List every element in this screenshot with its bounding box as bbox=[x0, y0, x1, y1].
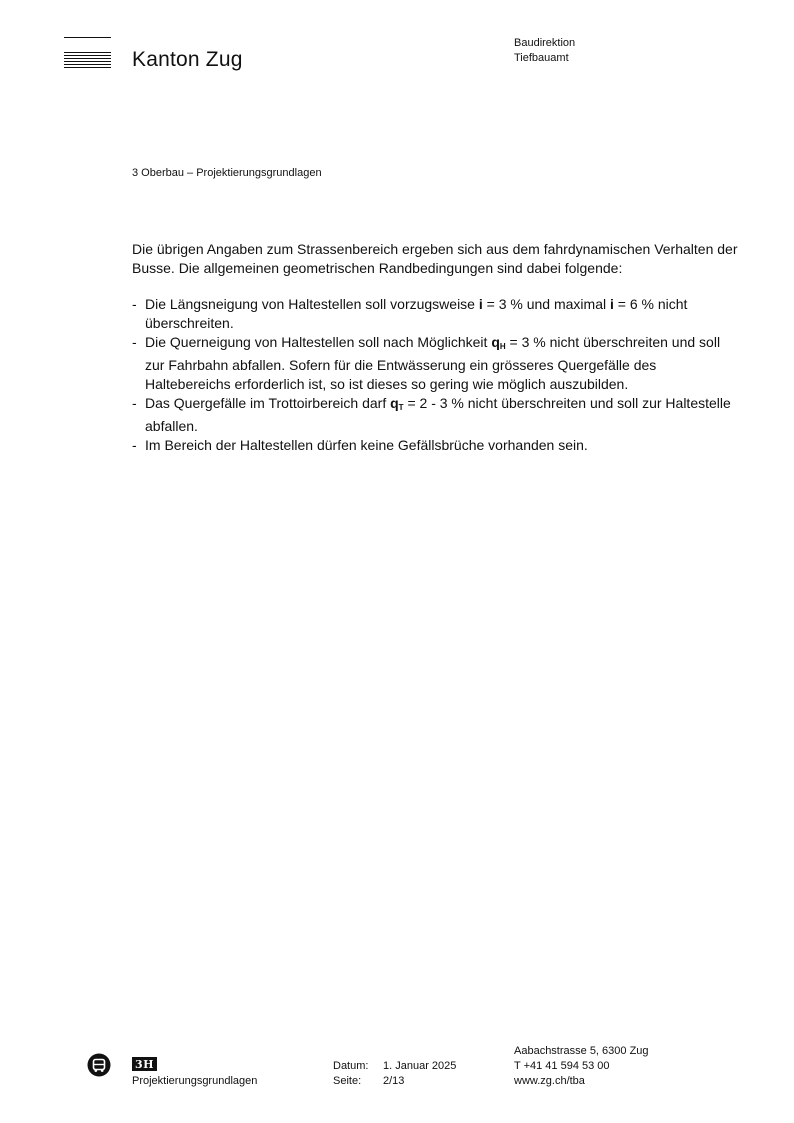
variable-i: i bbox=[610, 296, 614, 312]
variable-i: i bbox=[478, 296, 483, 312]
list-item: - Im Bereich der Haltestellen dürfen keine Gefällsbrüche vorhanden sein. bbox=[132, 437, 588, 453]
date-row bbox=[333, 1059, 456, 1074]
section-heading: 3 Oberbau – Projektierungsgrundlagen bbox=[132, 167, 322, 179]
body-content bbox=[132, 240, 742, 455]
page-number: 2/13 bbox=[383, 1075, 405, 1087]
date-label: Datum: bbox=[333, 1060, 369, 1072]
department-block bbox=[514, 36, 575, 66]
list-item: - Die Längsneigung von Haltestellen soll vorzugsweise i = 3 % und maximal i = 6 % nicht überschreiten. bbox=[132, 296, 688, 331]
bullet-list bbox=[132, 295, 742, 455]
footer-meta bbox=[333, 1059, 456, 1089]
department-name: Baudirektion bbox=[514, 37, 576, 49]
document-badge: 3H bbox=[132, 1057, 157, 1071]
phone-number: T +41 41 594 53 00 bbox=[514, 1060, 610, 1072]
logo-lines-icon bbox=[64, 37, 111, 71]
list-item: - Die Querneigung von Haltestellen soll nach Möglichkeit $q_H = 3$ % nicht überschreiten und soll zur Fahrbahn abfallen. Sofern für die Entwässerung ein grösseres Quergefälle des Haltebereichs erforderlich ist, so ist dieses so gering wie möglich auszubilden. bbox=[132, 334, 721, 392]
list-item: - Das Quergefälle im Trottoirbereich darf $q_T = 2 - 3$ % nicht überschreiten und soll zur Haltestelle abfallen. bbox=[132, 395, 731, 434]
kanton-zug-logo bbox=[64, 37, 264, 77]
variable-q: q bbox=[491, 334, 500, 350]
website-link[interactable]: www.zg.ch/tba bbox=[514, 1075, 585, 1087]
office-name: Tiefbauamt bbox=[514, 52, 569, 64]
subscript-t: T bbox=[398, 403, 404, 412]
date-value: 1. Januar 2025 bbox=[383, 1060, 457, 1072]
bus-icon bbox=[87, 1053, 111, 1077]
page-label: Seite: bbox=[333, 1075, 362, 1087]
intro-paragraph: Die übrigen Angaben zum Strassenbereich ergeben sich aus dem fahrdynamischen Verhalten der Busse. Die allgemeinen geometrischen Randbedingungen sind dabei folgende: bbox=[132, 241, 738, 276]
street-address: Aabachstrasse 5, 6300 Zug bbox=[514, 1045, 649, 1057]
footer-document-name: Projektierungsgrundlagen bbox=[132, 1075, 258, 1087]
footer-address-block bbox=[514, 1044, 649, 1089]
logo-text: Kanton Zug bbox=[132, 48, 243, 71]
subscript-h: H bbox=[499, 342, 506, 351]
page-row bbox=[333, 1074, 456, 1089]
variable-q: q bbox=[390, 395, 399, 411]
